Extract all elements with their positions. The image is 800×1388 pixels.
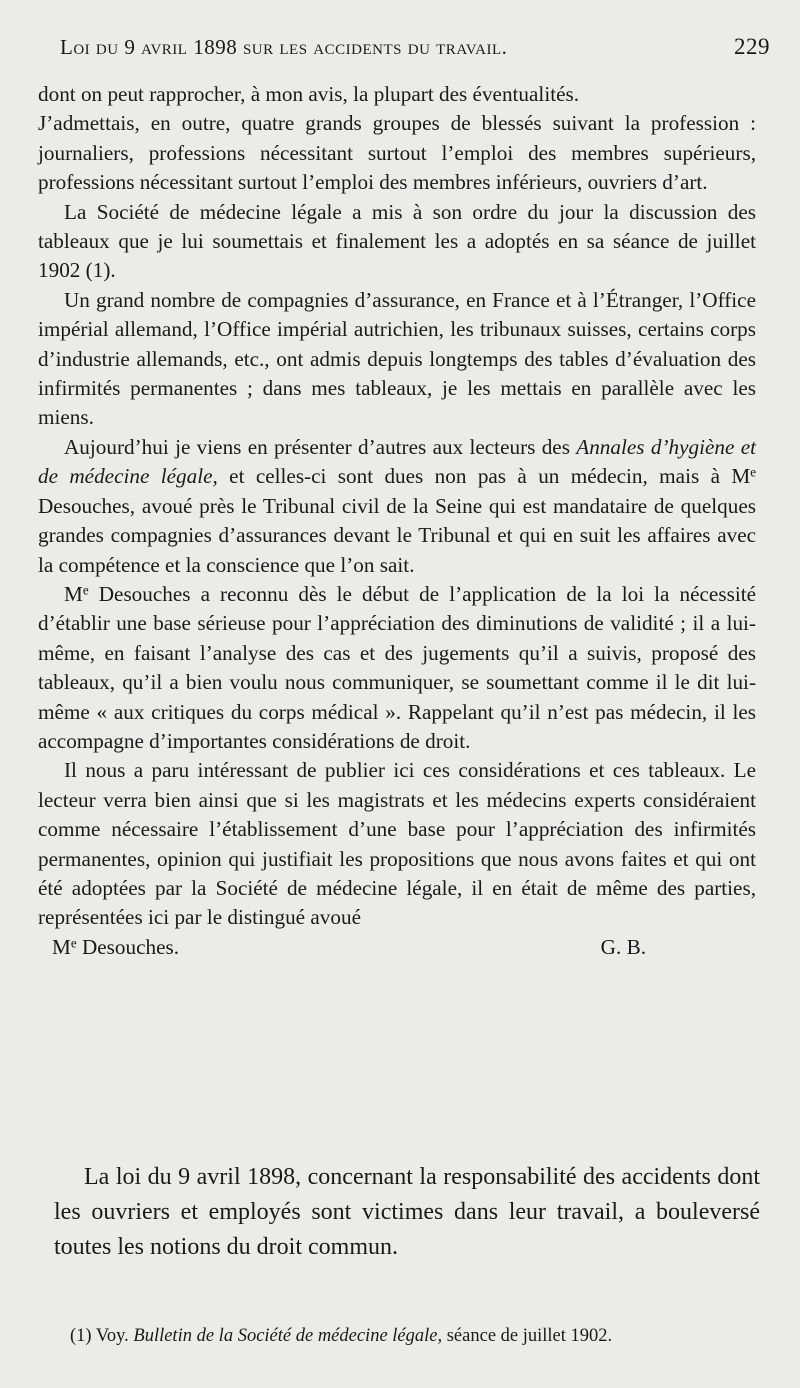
text-span: et celles-ci sont dues non pas à un médecin, mais à M <box>229 464 751 489</box>
footnote-source: Bulletin de la Société de médecine légale, <box>133 1326 443 1346</box>
footnote <box>70 1324 770 1348</box>
paragraph: Il nous a paru intéressant de publier ici ces considérations et ces tableaux. Le lecteur verra bien ainsi que si les magistrats et les médecins experts considéraient comme nécessaire l’établissement d’une base pour l’appréciation des infirmités permanentes, opinion qui justifiait les propositions que nous avons faites et qui ont été adoptées par la Société de médecine légale, il en était de même des parties, représentées ici par le distingué avoué <box>38 758 756 930</box>
main-text <box>54 1160 760 1265</box>
running-title: Loi du 9 avril 1898 sur les accidents du travail. <box>60 34 508 59</box>
superscript: e <box>82 582 89 598</box>
paragraph: La Société de médecine légale a mis à son ordre du jour la discussion des tableaux que je lui soumettais et finalement les a adoptés en sa séance de juillet 1902 (1). <box>38 199 756 283</box>
paragraph <box>38 580 756 756</box>
preface-text <box>38 80 756 962</box>
paragraph: Un grand nombre de compagnies d’assurance, en France et à l’Étranger, l’Office impérial allemand, l’Office impérial autrichien, les tribunaux suisses, certains corps d’industrie allemands, etc., ont admis depuis longtemps des tables d’évaluation des infirmités permanentes ; dans mes tableaux, je les mettais en parallèle avec les miens. <box>38 287 756 430</box>
paragraph <box>38 433 756 580</box>
paragraph: La loi du 9 avril 1898, concernant la responsabilité des accidents dont les ouvriers et employés sont victimes dans leur travail, a bouleversé toutes les notions du droit commun. <box>54 1164 760 1260</box>
superscript: e <box>70 935 77 951</box>
footnote-text: séance de juillet 1902. <box>446 1326 613 1346</box>
signature-name <box>52 933 179 962</box>
superscript: e <box>750 464 757 480</box>
footnote-marker: (1) Voy. <box>70 1326 129 1346</box>
signature-line <box>38 933 756 962</box>
text-span: M <box>52 934 71 959</box>
journal-title: Annales d’hygiène et de médecine légale, <box>38 434 756 489</box>
text-span: Desouches, avoué près le Tribunal civil de la Seine qui est mandataire de quelques grandes compagnies d’assurances devant le Tribunal et qui en suit les affaires avec la compétence et la conscience que l’on sait. <box>38 493 756 577</box>
running-header <box>60 30 770 64</box>
text-span: Desouches a reconnu dès le début de l’application de la loi la nécessité d’établir une base sérieuse pour l’appréciation des diminutions de validité ; il a lui-même, en faisant l’analyse des cas et des jugements qu’il a suivis, proposé des tableaux, qu’il a bien voulu nous communiquer, se soumettant comme il le dit lui-même « aux critiques du corps médical ». Rappelant qu’il n’est pas médecin, il les accompagne d’importantes considérations de droit. <box>38 581 756 753</box>
text-span: Aujourd’hui je viens en présenter d’autres aux lecteurs des <box>64 434 570 459</box>
text-span: M <box>64 581 83 606</box>
paragraph: J’admettais, en outre, quatre grands groupes de blessés suivant la profession : journaliers, professions nécessitant surtout l’emploi des membres supérieurs, professions nécessitant surtout l’emploi des membres inférieurs, ouvriers d’art. <box>38 111 756 195</box>
page-number: 229 <box>734 34 770 59</box>
author-initials: G. B. <box>600 934 646 959</box>
paragraph: dont on peut rapprocher, à mon avis, la plupart des éventualités. <box>38 82 580 106</box>
text-span: Desouches. <box>81 934 180 959</box>
